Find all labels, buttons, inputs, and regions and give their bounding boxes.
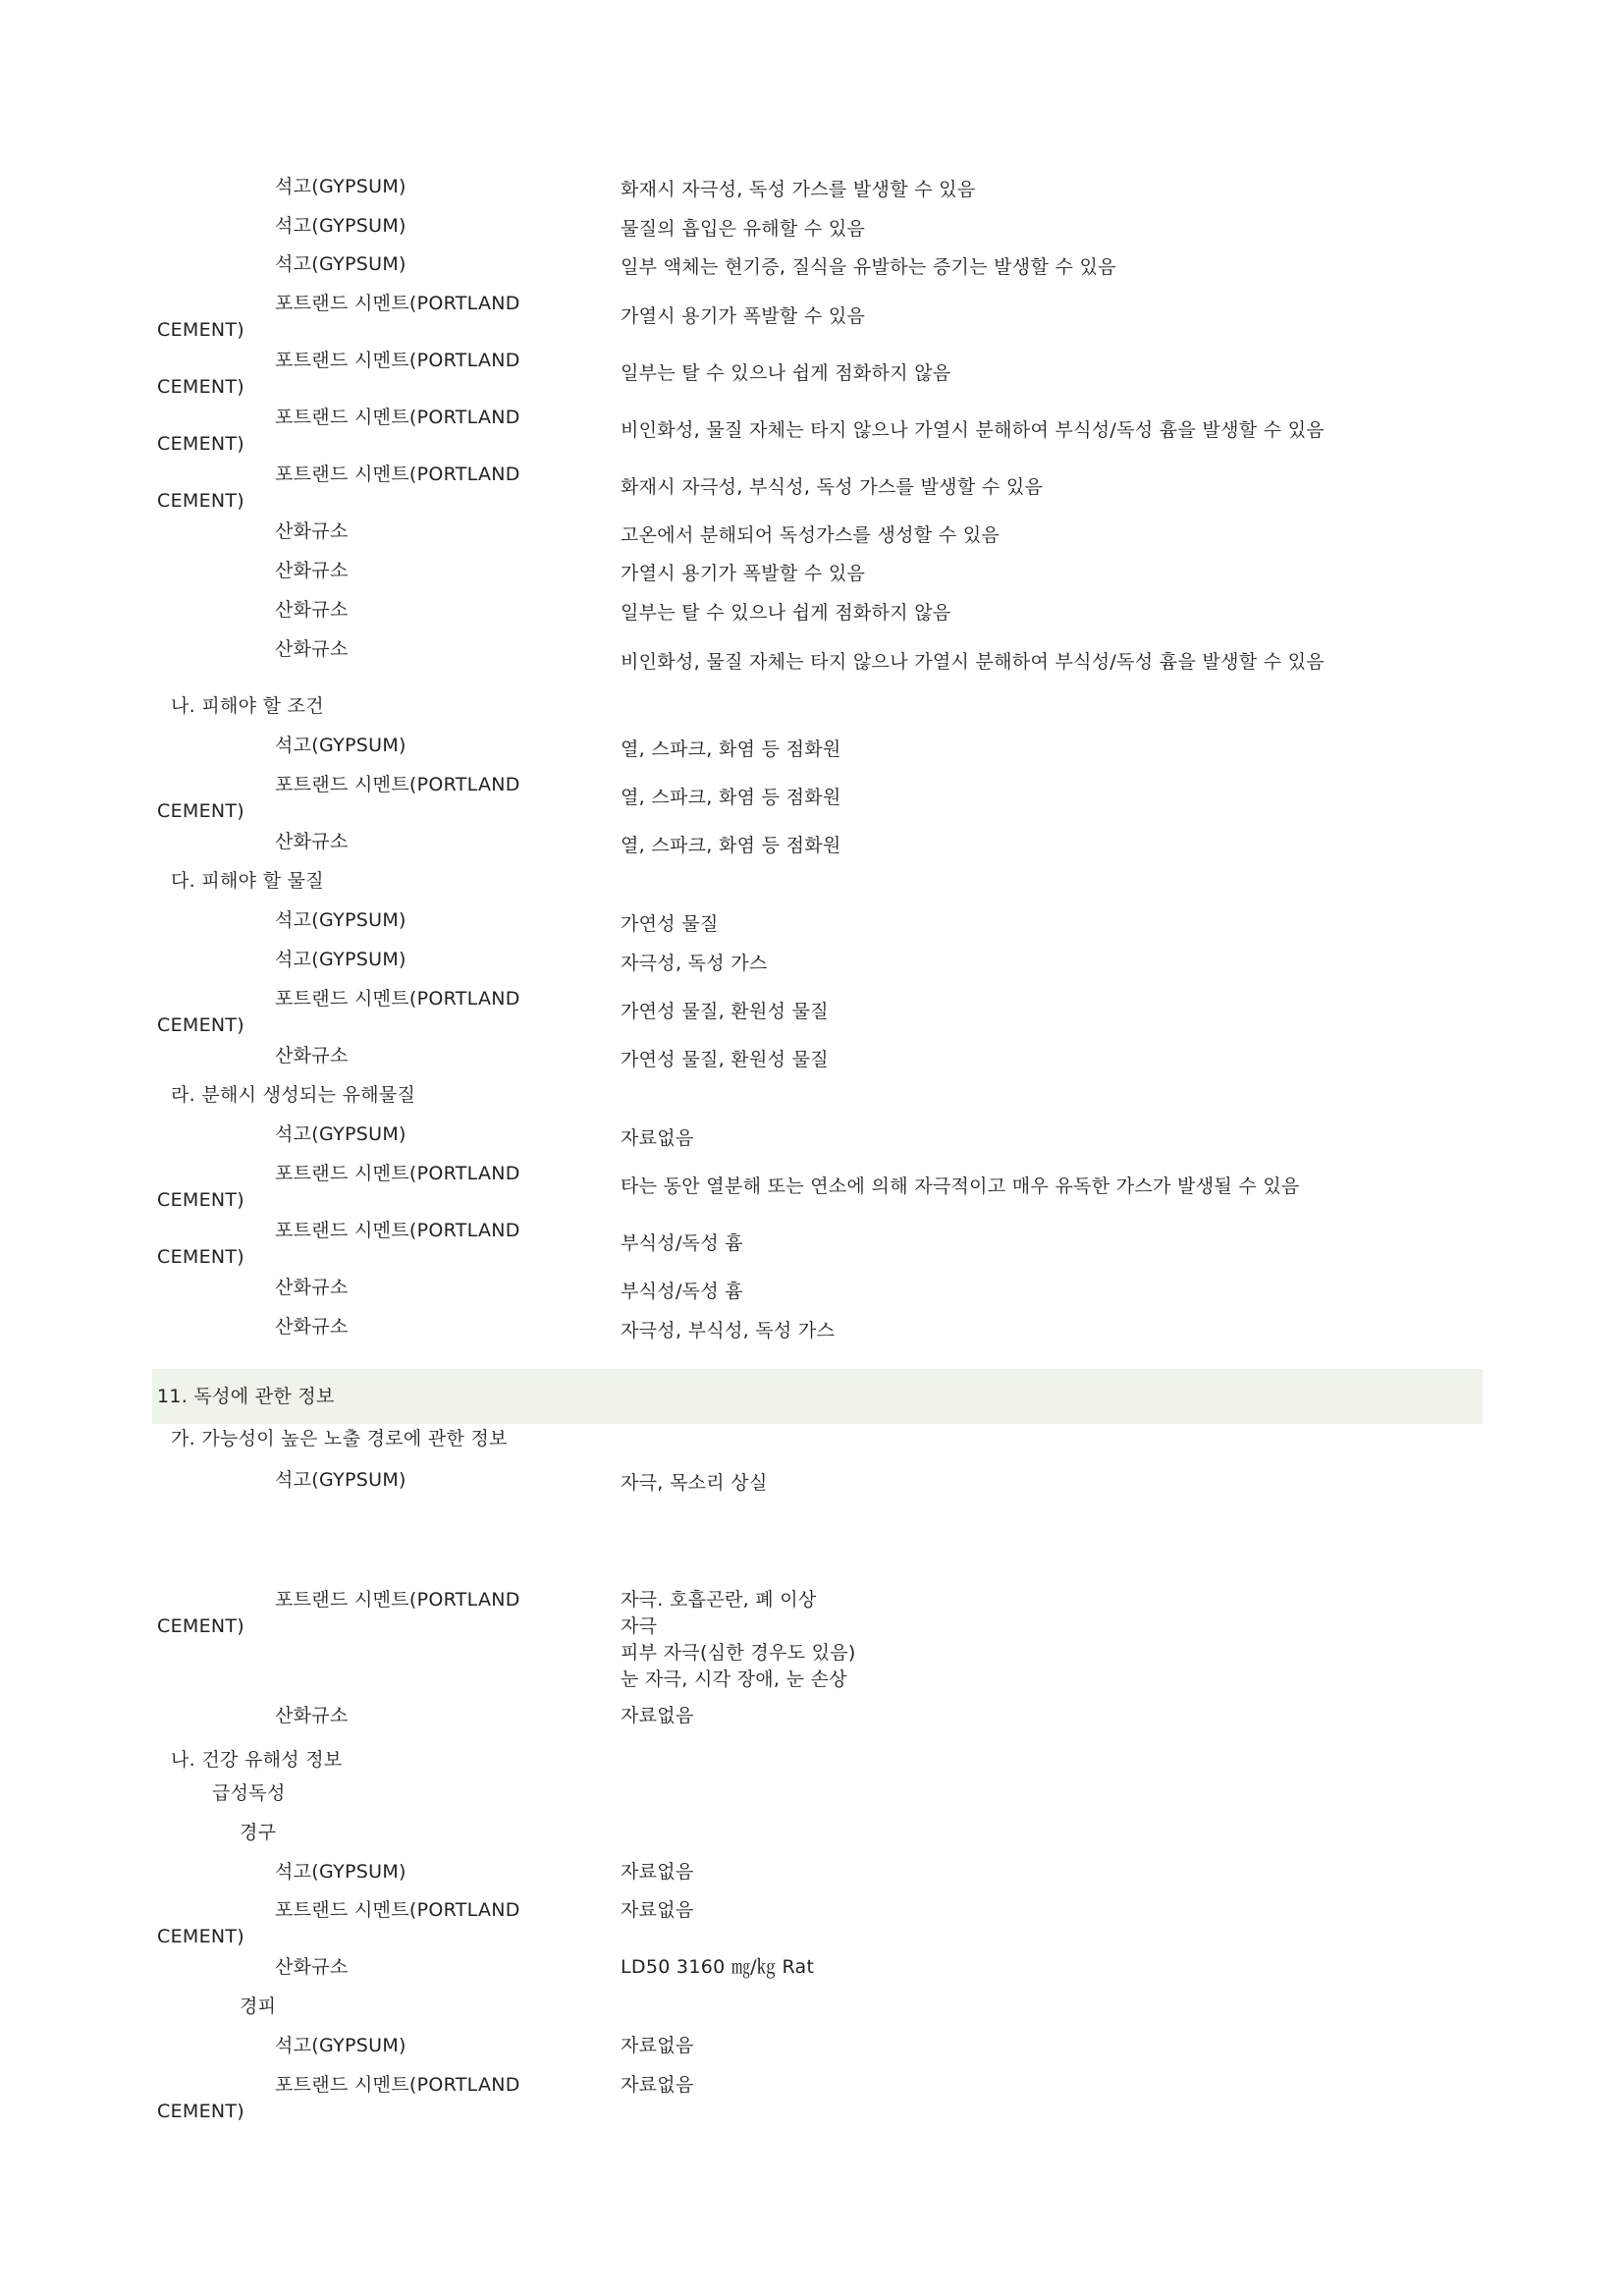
substance-name: 포트랜드 시멘트(PORTLAND <box>275 2074 520 2096</box>
section-header-band <box>152 1369 1483 1424</box>
substance-name-cont: CEMENT) <box>157 1014 245 1036</box>
substance-name-cont: CEMENT) <box>157 800 245 822</box>
exposure-value: 자극, 목소리 상실 <box>621 1472 768 1494</box>
hazard-value: 일부는 탈 수 있으나 쉽게 점화하지 않음 <box>621 362 951 384</box>
hazard-value: 비인화성, 물질 자체는 타지 않으나 가열시 분해하여 부식성/독성 흄을 발생할 수 있음 <box>621 651 1326 673</box>
substance-name: 산화규소 <box>275 1956 349 1978</box>
toxicity-value: 자료없음 <box>621 1861 694 1883</box>
hazard-value: 자극성, 부식성, 독성 가스 <box>621 1320 836 1341</box>
toxicity-value: LD50 3160 ㎎/㎏ Rat <box>621 1956 815 1978</box>
substance-name-cont: CEMENT) <box>157 433 245 455</box>
subsection-heading: 나. 피해야 할 조건 <box>171 695 324 717</box>
substance-name: 석고(GYPSUM) <box>275 176 406 197</box>
subsection-heading: 가. 가능성이 높은 노출 경로에 관한 정보 <box>171 1428 508 1449</box>
exposure-value: 자료없음 <box>621 1705 694 1726</box>
substance-name: 석고(GYPSUM) <box>275 1123 406 1145</box>
substance-name: 석고(GYPSUM) <box>275 2035 406 2056</box>
acute-toxicity-label: 급성독성 <box>212 1782 286 1804</box>
substance-name: 석고(GYPSUM) <box>275 735 406 756</box>
substance-name: 포트랜드 시멘트(PORTLAND <box>275 1220 520 1241</box>
hazard-value: 가연성 물질, 환원성 물질 <box>621 1001 829 1022</box>
exposure-line: 자극 <box>621 1615 658 1637</box>
substance-name-cont: CEMENT) <box>157 1615 245 1637</box>
hazard-value: 일부는 탈 수 있으나 쉽게 점화하지 않음 <box>621 602 951 624</box>
substance-name: 석고(GYPSUM) <box>275 949 406 970</box>
substance-name-cont: CEMENT) <box>157 1246 245 1268</box>
hazard-value: 타는 동안 열분해 또는 연소에 의해 자극적이고 매우 유독한 가스가 발생될 수 있음 <box>621 1175 1300 1197</box>
hazard-value: 물질의 흡입은 유해할 수 있음 <box>621 218 866 240</box>
exposure-value-list <box>621 1587 856 1693</box>
hazard-value: 열, 스파크, 화염 등 점화원 <box>621 787 841 808</box>
toxicity-value: 자료없음 <box>621 1899 694 1921</box>
substance-name: 산화규소 <box>275 520 349 542</box>
hazard-value: 화재시 자극성, 독성 가스를 발생할 수 있음 <box>621 179 976 200</box>
section-title: 11. 독성에 관한 정보 <box>157 1386 335 1407</box>
hazard-value: 고온에서 분해되어 독성가스를 생성할 수 있음 <box>621 524 1001 546</box>
hazard-value: 부식성/독성 흄 <box>621 1281 743 1302</box>
substance-name: 산화규소 <box>275 1277 349 1298</box>
substance-name: 포트랜드 시멘트(PORTLAND <box>275 350 520 371</box>
substance-name-cont: CEMENT) <box>157 1189 245 1211</box>
substance-name: 산화규소 <box>275 638 349 660</box>
exposure-line: 피부 자극(심한 경우도 있음) <box>621 1642 856 1664</box>
hazard-value: 열, 스파크, 화염 등 점화원 <box>621 835 841 856</box>
substance-name: 석고(GYPSUM) <box>275 215 406 237</box>
substance-name: 산화규소 <box>275 831 349 852</box>
substance-name: 산화규소 <box>275 599 349 621</box>
hazard-value: 자극성, 독성 가스 <box>621 953 768 974</box>
subsection-heading: 나. 건강 유해성 정보 <box>171 1749 343 1771</box>
exposure-line: 자극. 호흡곤란, 폐 이상 <box>621 1589 817 1611</box>
exposure-line: 눈 자극, 시각 장애, 눈 손상 <box>621 1668 847 1690</box>
substance-name: 포트랜드 시멘트(PORTLAND <box>275 988 520 1010</box>
substance-name: 포트랜드 시멘트(PORTLAND <box>275 1163 520 1184</box>
substance-name-cont: CEMENT) <box>157 2101 245 2122</box>
substance-name-cont: CEMENT) <box>157 1926 245 1947</box>
hazard-value: 가연성 물질, 환원성 물질 <box>621 1049 829 1070</box>
hazard-value: 가열시 용기가 폭발할 수 있음 <box>621 305 866 327</box>
dermal-label: 경피 <box>240 1995 277 2017</box>
hazard-value: 비인화성, 물질 자체는 타지 않으나 가열시 분해하여 부식성/독성 흄을 발생할 수 있음 <box>621 419 1326 441</box>
substance-name: 산화규소 <box>275 1705 349 1726</box>
oral-label: 경구 <box>240 1822 277 1843</box>
substance-name: 석고(GYPSUM) <box>275 1469 406 1491</box>
substance-name: 산화규소 <box>275 560 349 581</box>
substance-name: 포트랜드 시멘트(PORTLAND <box>275 1589 520 1611</box>
toxicity-value: 자료없음 <box>621 2035 694 2056</box>
subsection-heading: 라. 분해시 생성되는 유해물질 <box>171 1084 416 1106</box>
substance-name-cont: CEMENT) <box>157 376 245 398</box>
substance-name: 산화규소 <box>275 1316 349 1338</box>
substance-name-cont: CEMENT) <box>157 319 245 341</box>
substance-name: 석고(GYPSUM) <box>275 253 406 275</box>
substance-name: 석고(GYPSUM) <box>275 1861 406 1883</box>
hazard-value: 화재시 자극성, 부식성, 독성 가스를 발생할 수 있음 <box>621 476 1044 498</box>
substance-name-cont: CEMENT) <box>157 490 245 512</box>
substance-name: 포트랜드 시멘트(PORTLAND <box>275 774 520 795</box>
hazard-value: 부식성/독성 흄 <box>621 1232 743 1254</box>
subsection-heading: 다. 피해야 할 물질 <box>171 870 324 892</box>
hazard-value: 가열시 용기가 폭발할 수 있음 <box>621 563 866 584</box>
hazard-value: 가연성 물질 <box>621 913 719 935</box>
substance-name: 포트랜드 시멘트(PORTLAND <box>275 293 520 314</box>
toxicity-value: 자료없음 <box>621 2074 694 2096</box>
hazard-value: 자료없음 <box>621 1127 694 1149</box>
substance-name: 포트랜드 시멘트(PORTLAND <box>275 407 520 428</box>
substance-name: 포트랜드 시멘트(PORTLAND <box>275 464 520 485</box>
hazard-value: 열, 스파크, 화염 등 점화원 <box>621 738 841 760</box>
substance-name: 석고(GYPSUM) <box>275 909 406 931</box>
hazard-value: 일부 액체는 현기증, 질식을 유발하는 증기는 발생할 수 있음 <box>621 256 1116 278</box>
substance-name: 포트랜드 시멘트(PORTLAND <box>275 1899 520 1921</box>
substance-name: 산화규소 <box>275 1045 349 1066</box>
